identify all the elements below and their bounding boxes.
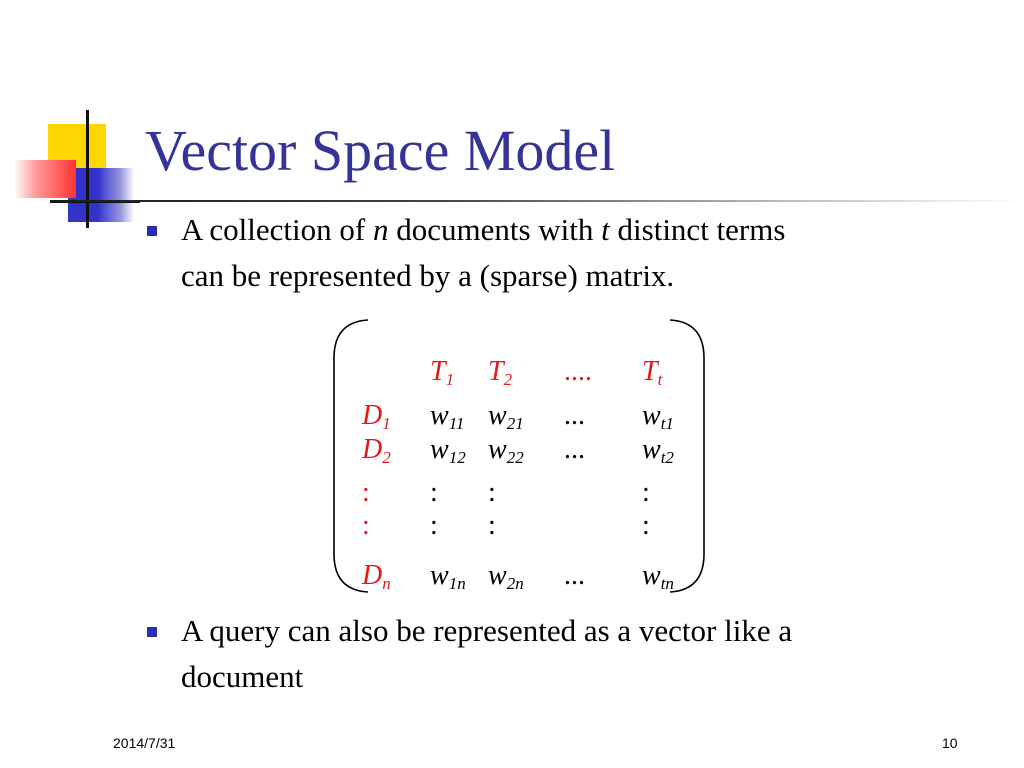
matrix-doc-label: $D_2$ <box>362 434 391 467</box>
bullet-marker <box>147 627 157 637</box>
matrix-weight-cell: ... <box>564 434 585 465</box>
term-document-matrix <box>330 318 708 594</box>
matrix-weight-cell: $w_{11}$ <box>430 400 465 433</box>
matrix-weight-cell: $w_{12}$ <box>430 434 466 467</box>
bullet-1-line-1: A collection of n documents with t distinct terms <box>181 212 786 247</box>
matrix-term-header: $T_1$ <box>430 356 455 389</box>
matrix-weight-cell: ... <box>564 400 585 431</box>
matrix-term-header: $T_2$ <box>488 356 513 389</box>
matrix-doc-label: : <box>362 477 370 508</box>
matrix-weight-cell: : <box>642 510 650 541</box>
matrix-weight-cell: $w_{tn}$ <box>642 560 674 593</box>
bullet-2-line-2: document <box>181 659 304 694</box>
slide-title: Vector Space Model <box>145 118 616 183</box>
matrix-weight-cell: $w_{t2}$ <box>642 434 674 467</box>
matrix-doc-label: $D_n$ <box>362 560 391 593</box>
footer-page-number: 10 <box>942 735 958 751</box>
matrix-weight-cell: : <box>488 510 496 541</box>
matrix-weight-cell: $w_{21}$ <box>488 400 524 433</box>
deco-vertical-line <box>86 110 89 228</box>
title-underline <box>50 200 1024 202</box>
matrix-weight-cell: $w_{22}$ <box>488 434 524 467</box>
matrix-weight-cell: : <box>488 477 496 508</box>
matrix-weight-cell: : <box>430 477 438 508</box>
matrix-weight-cell: $w_{2n}$ <box>488 560 524 593</box>
bullet-marker <box>147 226 157 236</box>
deco-red-square <box>14 160 76 198</box>
matrix-weight-cell: $w_{1n}$ <box>430 560 466 593</box>
bullet-2-line-1: A query can also be represented as a vector like a <box>181 613 793 648</box>
bullet-text-1 <box>181 207 785 299</box>
matrix-term-header: .... <box>564 356 592 387</box>
matrix-weight-cell: $w_{t1}$ <box>642 400 674 433</box>
matrix-weight-cell: ... <box>564 560 585 591</box>
matrix-term-header: $T_t$ <box>642 356 663 389</box>
bullet-text-2 <box>181 608 792 700</box>
matrix-weight-cell: : <box>642 477 650 508</box>
footer-date: 2014/7/31 <box>113 735 176 751</box>
deco-blue-square <box>68 168 134 222</box>
matrix-doc-label: : <box>362 510 370 541</box>
right-bracket <box>670 320 704 592</box>
bullet-1-line-2: can be represented by a (sparse) matrix. <box>181 258 675 293</box>
matrix-weight-cell: : <box>430 510 438 541</box>
matrix-doc-label: $D_1$ <box>362 400 391 433</box>
